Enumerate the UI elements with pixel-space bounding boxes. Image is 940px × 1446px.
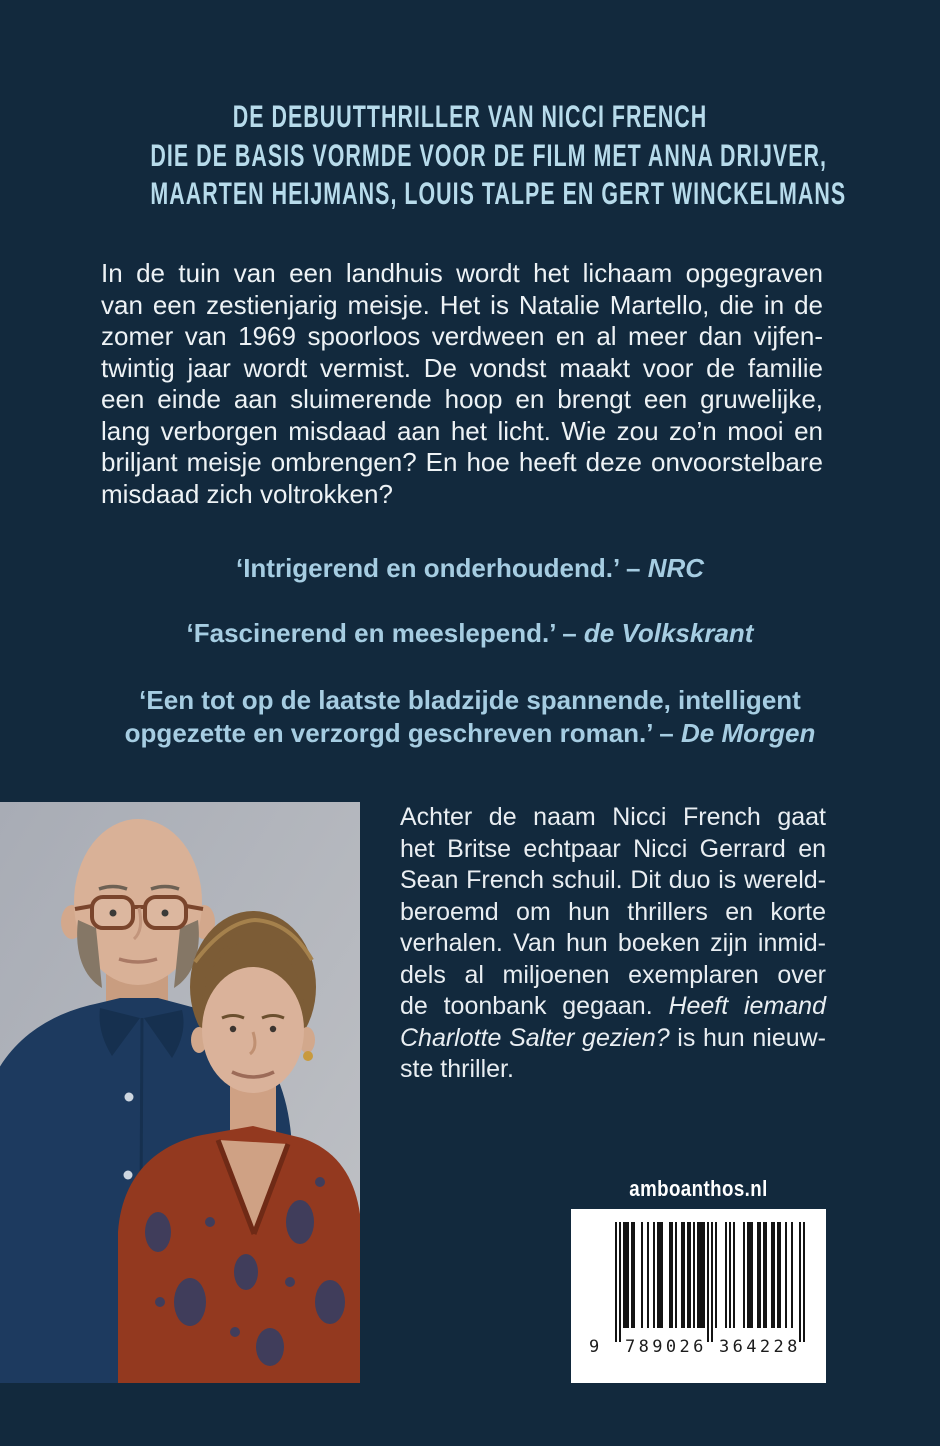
- quote-source: De Morgen: [680, 718, 816, 748]
- quote-volkskrant: [0, 617, 940, 650]
- synopsis-line: lang verborgen misdaad aan het licht. Wie zou zo’n mooi en: [101, 415, 823, 446]
- tagline-line-3: MAARTEN HEIJMANS, LOUIS TALPE EN GERT WINCKELMANS: [150, 175, 847, 211]
- bio-text: is hun nieuw-: [669, 1023, 827, 1052]
- quote-text-line-1: ‘Een tot op de laatste bladzijde spannende, intelligent: [139, 685, 801, 715]
- author-bio: [400, 802, 826, 1086]
- bio-line: [400, 1023, 826, 1055]
- quote-separator: –: [652, 718, 681, 748]
- synopsis-line: zomer van 1969 spoorloos verdween en al meer dan vijfen-: [101, 321, 823, 351]
- quote-separator: –: [618, 553, 648, 583]
- synopsis-line: briljant meisje ombrengen? En hoe heeft deze onvoorstelbare: [101, 447, 823, 477]
- bio-line: dels al miljoenen exemplaren over: [400, 960, 826, 989]
- press-quotes: [0, 552, 940, 750]
- quote-text-line-2: [0, 717, 940, 750]
- isbn-digit-group-2: 364228: [719, 1337, 801, 1357]
- barcode-bars: [615, 1222, 805, 1354]
- authors-photo-illustration: [0, 802, 360, 1383]
- synopsis-line: In de tuin van een landhuis wordt het lichaam opgegraven: [101, 258, 823, 288]
- quote-text: opgezette en verzorgd geschreven roman.’: [124, 718, 653, 748]
- quote-de-morgen: [0, 684, 940, 750]
- bio-book-title: Charlotte Salter gezien?: [400, 1023, 670, 1052]
- bio-line: Sean French schuil. Dit duo is wereld-: [400, 866, 826, 894]
- bio-line: het Britse echtpaar Nicci Gerrard en: [400, 834, 826, 863]
- synopsis: [101, 258, 823, 510]
- synopsis-line: een einde aan sluimerende hoop en brengt een gruwelijke,: [101, 384, 823, 414]
- bio-line: Achter de naam Nicci French gaat: [400, 803, 826, 831]
- authors-photo: [0, 802, 360, 1383]
- bio-line: [400, 991, 826, 1023]
- synopsis-line: twintig jaar wordt vermist. De vondst maakt voor de familie: [101, 352, 823, 383]
- synopsis-line: van een zestienjarig meisje. Het is Natalie Martello, die in de: [101, 289, 823, 320]
- tagline-line-2: DIE DE BASIS VORMDE VOOR DE FILM MET ANNA DRIJVER,: [150, 136, 827, 173]
- earring-icon: [303, 1051, 313, 1061]
- bio-book-title: Heeft iemand: [668, 992, 826, 1020]
- quote-text: ‘Intrigerend en onderhoudend.’: [235, 553, 619, 583]
- publisher-website: amboanthos.nl: [629, 1176, 768, 1201]
- quote-text: ‘Fascinerend en meeslepend.’: [186, 618, 555, 648]
- bio-line: verhalen. Van hun boeken zijn inmid-: [400, 929, 826, 957]
- isbn-digit-group-1: 789026: [625, 1337, 707, 1357]
- quote-separator: –: [555, 618, 584, 648]
- tagline-line-1: DE DEBUUTTHRILLER VAN NICCI FRENCH: [232, 98, 708, 134]
- quote-nrc: [0, 552, 940, 585]
- bio-text: de toonbank gegaan.: [400, 992, 669, 1020]
- synopsis-line: misdaad zich voltrokken?: [101, 478, 393, 509]
- bio-line: beroemd om hun thrillers en korte: [400, 897, 826, 926]
- quote-source: NRC: [647, 553, 705, 583]
- barcode: [571, 1209, 826, 1383]
- quote-source: de Volkskrant: [583, 618, 754, 648]
- bio-line: ste thriller.: [400, 1055, 514, 1083]
- isbn-digit-lead: 9: [589, 1337, 603, 1357]
- tagline: [150, 97, 847, 213]
